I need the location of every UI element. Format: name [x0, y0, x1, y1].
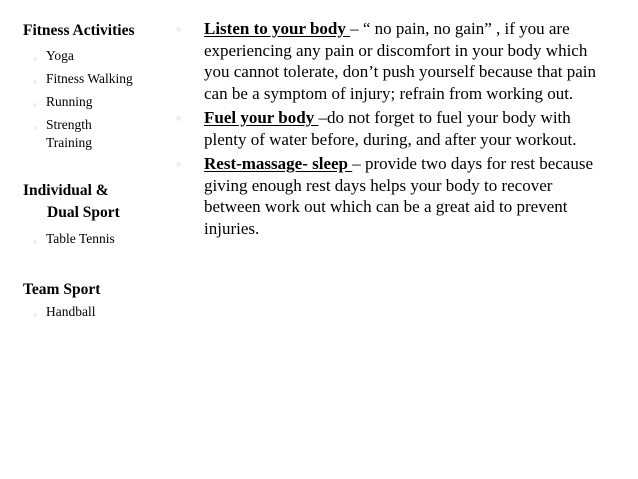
- tip-rest-massage-sleep: [170, 153, 610, 239]
- bullet-icon: [176, 116, 181, 121]
- team-sport-heading: Team Sport: [23, 281, 101, 298]
- individual-dual-sport-heading: [23, 180, 120, 224]
- activity-strength: Strength: [46, 117, 92, 132]
- tip-fuel-your-body: [170, 107, 610, 150]
- activity-training: Training: [46, 135, 93, 150]
- activities-column: [0, 0, 180, 479]
- heading-line-2: Dual Sport: [47, 204, 120, 221]
- bullet-icon: [33, 103, 37, 107]
- activity-fitness-walking: Fitness Walking: [46, 71, 133, 86]
- activity-running: Running: [46, 94, 93, 109]
- heading-line-1: Individual &: [23, 182, 109, 199]
- tip-keyword: Listen to your body: [204, 19, 351, 38]
- bullet-icon: [176, 27, 181, 32]
- tip-text: –do not forget to fuel your body with plenty of water before, during, and after your workout.: [204, 108, 577, 149]
- tips-column: [170, 18, 610, 242]
- activity-table-tennis: Table Tennis: [46, 231, 115, 246]
- tip-text: – “ no pain, no gain” , if you are experiencing any pain or discomfort in your body which you cannot tolerate, don’t push yourself because that pain can be a symptom of injury; refrain from working out.: [204, 19, 596, 103]
- activity-handball: Handball: [46, 304, 96, 319]
- bullet-icon: [176, 162, 181, 167]
- bullet-icon: [33, 240, 37, 244]
- bullet-icon: [33, 80, 37, 84]
- tip-text: – provide two days for rest because giving enough rest days helps your body to recover between work out which can be a great aid to prevent injuries.: [204, 154, 594, 238]
- bullet-icon: [33, 126, 37, 130]
- tip-keyword: Fuel your body: [204, 108, 319, 127]
- bullet-icon: [33, 313, 37, 317]
- fitness-activities-heading: Fitness Activities: [23, 22, 135, 39]
- tip-listen-to-body: [170, 18, 610, 104]
- bullet-icon: [33, 57, 37, 61]
- activity-yoga: Yoga: [46, 48, 74, 63]
- tip-keyword: Rest-massage- sleep: [204, 154, 353, 173]
